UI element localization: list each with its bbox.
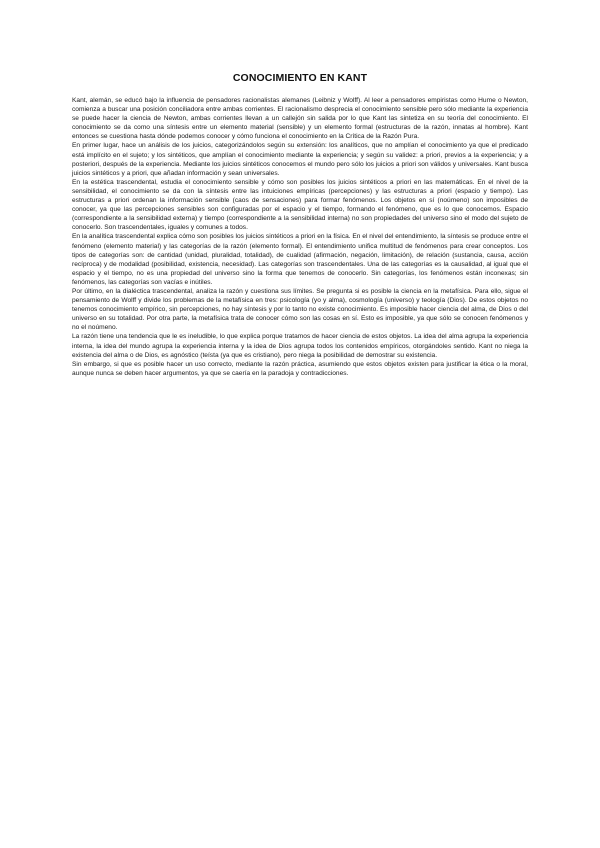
document-title: CONOCIMIENTO EN KANT xyxy=(232,72,368,84)
document-body xyxy=(72,96,528,378)
paragraph-estetica: En la estética trascendental, estudia el conocimiento sensible y cómo son posibles los juicios sintéticos a priori en las matemáticas. En el nivel de la sensibilidad, el conocimiento se da con la síntesis entre las intuiciones empíricas (percepciones) y las estructuras a priori (espacio y tiempo). Las estructuras a priori ordenan la información sensible (caos de sensaciones) para formar fenómenos. Los objetos en sí (noúmeno) son imposibles de conocer, ya que las percepciones sensibles son configuradas por el espacio y el tiempo, formando el fenómeno, que es lo que conocemos. Espacio (correspondiente a la sensibilidad externa) y tiempo (correspondiente a la sensibilidad interna) no son propiedades del universo sino el modo del sujeto de conocerlo. Son trascendentales, iguales y comunes a todos. xyxy=(72,178,528,232)
paragraph-intro: Kant, alemán, se educó bajo la influencia de pensadores racionalistas alemanes (Leibniz y Wolff). Al leer a pensadores empiristas como Hume o Newton, comienza a buscar una posición conciliadora entre ambas corrientes. El racionalismo desprecia el conocimiento sensible pero sólo mediante la experiencia se puede hacer la ciencia de Newton, ambas corrientes llevan a un callejón sin salida por lo que Kant las sintetiza en su teoría del conocimiento. El conocimiento se da como una síntesis entre un elemento material (sensible) y un elemento formal (estructuras de la razón, innatas al hombre). Kant entonces se cuestiona hasta dónde podemos conocer y cómo funciona el conocimiento en la Crítica de la Razón Pura. xyxy=(72,97,528,141)
paragraph-conclusion: Sin embargo, si que es posible hacer un uso correcto, mediante la razón práctica, asumiendo que estos objetos existen para justificar la ética o la moral, aunque nunca se deben hacer argumentos, ya que se caería en la paradoja y contradicciones. xyxy=(72,360,528,377)
paragraph-juicios: En primer lugar, hace un análisis de los juicios, categorizándolos según su extensión: los analíticos, que no amplían el conocimiento ya que el predicado está implícito en el sujeto; y los sintéticos, que amplían el conocimiento mediante la experiencia; y según su validez: a priori, previos a la experiencia; y a posteriori, después de la experiencia. Mediante los juicios sintéticos conocemos el mundo pero sólo los juicios a priori son válidos y universales. Kant busca juicios sintéticos y a priori, que añadan información y sean universales. xyxy=(72,142,528,177)
paragraph-analitica: En la analítica trascendental explica cómo son posibles los juicios sintéticos a priori en la física. En el nivel del entendimiento, la síntesis se produce entre el fenómeno (elemento material) y las categorías de la razón (elemento formal). El entendimiento unifica multitud de fenómenos para crear conceptos. Los tipos de categorías son: de cantidad (unidad, pluralidad, totalidad), de cualidad (afirmación, negación, limitación), de relación (sustancia, causa, acción recíproca) y de modalidad (posibilidad, existencia, necesidad). Las categorías son trascendentales. Una de las categorías es la causalidad, al igual que el espacio y el tiempo, no es una propiedad del universo sino la forma que tenemos de conocerlo. Sin categorías, los fenómenos están inconexas; sin fenómenos, las categorías son vacías e inútiles. xyxy=(72,233,528,286)
paragraph-razon: La razón tiene una tendencia que le es ineludible, lo que explica porque tratamos de hacer ciencia de estos objetos. La idea del alma agrupa la experiencia interna, la idea del mundo agrupa la experiencia interna y la idea de Dios agrupa todos los contenidos empíricos, otorgándoles sentido. Kant no niega la existencia del alma o de Dios, es agnóstico (teísta (ya que es cristiano), pero niega la posibilidad de demostrar su existencia. xyxy=(72,333,528,359)
paragraph-dialectica: Por último, en la dialéctica trascendental, analiza la razón y cuestiona sus límites. Se pregunta si es posible la ciencia en la metafísica. Para ello, sigue el pensamiento de Wolff y divide los problemas de la metafísica en tres: psicología (yo y alma), cosmología (universo) y teología (Dios). De estos objetos no tenemos conocimiento empírico, sin percepciones, no hay síntesis y por lo tanto no existe conocimiento. Es imposible hacer ciencia del alma, de Dios o del universo en su totalidad. Por otra parte, la metafísica trata de conocer cómo son las cosas en sí. Esto es imposible, ya que sólo se conocen fenómenos y no el noúmeno. xyxy=(72,287,528,332)
